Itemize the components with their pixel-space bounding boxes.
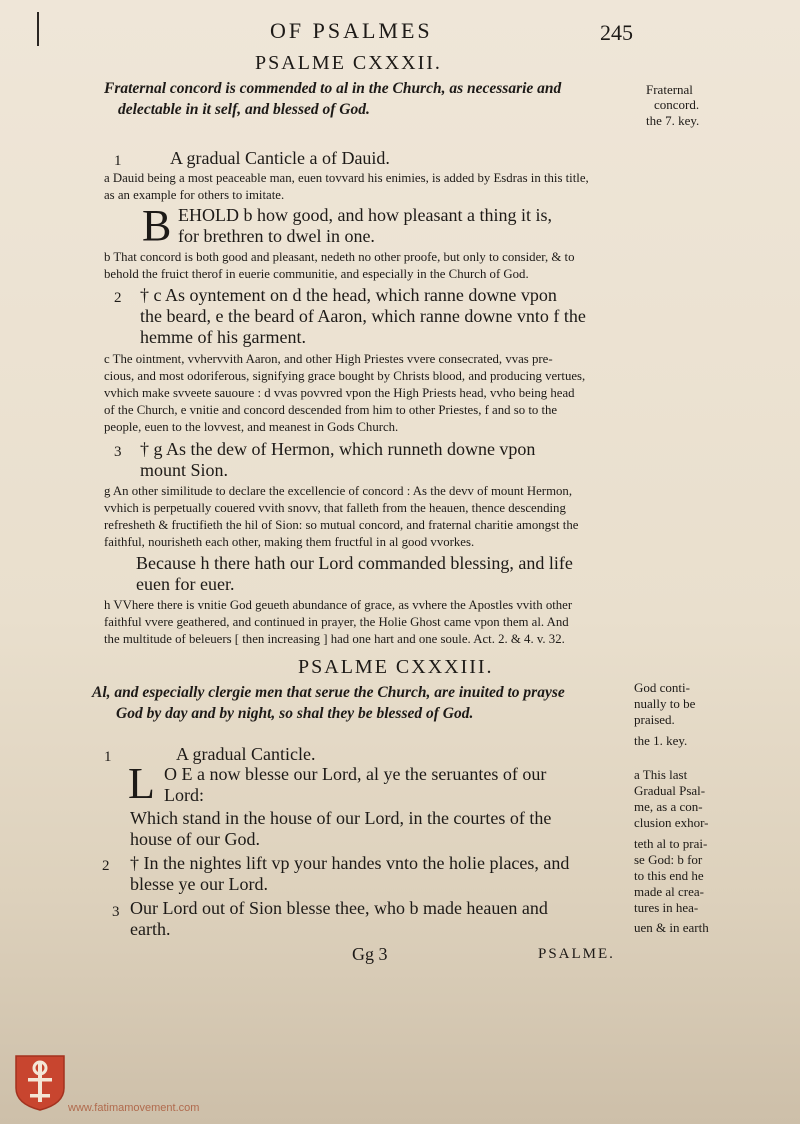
psalm-133-verse-2-line-1: † In the nightes lift vp your handes vnto the holie places, and [130,853,570,873]
margin-rule [37,12,39,46]
key-shaft [38,1062,42,1102]
psalm-133-side-note-9: tures in hea- [634,900,699,915]
key-bit-right [42,1094,50,1098]
psalm-132-margin-note-1: Fraternal [646,82,693,97]
psalm-133-side-note-5: teth al to prai- [634,836,708,851]
psalm-132-argument-line-2: delectable in it self, and blessed of God. [118,101,370,118]
verse-number: 2 [102,858,110,874]
psalm-132-verse-3b-line-1: Because h there hath our Lord commanded blessing, and life [136,553,573,573]
psalm-133-side-note-2: Gradual Psal- [634,783,706,798]
psalm-132-margin-note-3: the 7. key. [646,113,700,128]
psalm-133-side-note-10: uen & in earth [634,920,709,935]
page-number: 245 [600,20,633,45]
psalm-133-side-note-6: se God: b for [634,852,703,867]
psalm-133-verse-3-line-1: Our Lord out of Sion blesse thee, who b made heauen and [130,898,548,918]
catchword: PSALME. [538,946,615,962]
psalm-133-verse-1b-line-2: Lord: [164,785,204,805]
note-b-line-2: behold the fruict therof in euerie communitie, and especially in the Church of God. [104,267,529,281]
watermark-website: www.fatimamovement.com [68,1102,200,1114]
note-h-line-3: the multitude of beleuers [ then increasing ] had one hart and one soule. Act. 2. & 4. v. 32. [104,632,565,646]
psalm-132-verse-3-line-2: mount Sion. [140,460,229,480]
psalm-132-verse-1b-line-2: for brethren to dwel in one. [178,226,375,246]
note-a-line-2: as an example for others to imitate. [104,188,285,202]
note-c-line-1: c The ointment, vvhervvith Aaron, and other High Priestes vvere consecrated, vvas pre- [104,352,553,366]
note-g-line-2: vvhich is perpetually couered vvith snovv, that falleth from the heauen, thence descending [104,501,566,515]
psalm-133-verse-1: A gradual Canticle. [176,744,316,764]
psalm-133-verse-1b-line-1: O E a now blesse our Lord, al ye the seruantes of our [164,764,547,784]
psalm-133-margin-note-2: nually to be [634,696,696,711]
psalm-133-verse-2-line-2: blesse ye our Lord. [130,874,268,894]
verse-number: 1 [114,153,122,169]
psalm-132-argument-line-1: Fraternal concord is commended to al in the Church, as necessarie and [104,80,562,97]
note-g-line-3: refresheth & fructifieth the hil of Sion: so mutual concord, and fraternal charitie amongst the [104,518,579,532]
fatima-shield-logo-icon [14,1054,66,1112]
psalm-132-verse-2-line-3: hemme of his garment. [140,327,306,347]
psalm-133-side-note-1: a This last [634,767,688,782]
note-b-line-1: b That concord is both good and pleasant, nedeth no other proofe, but only to consider, & to [104,250,575,264]
psalm-132-verse-1: A gradual Canticle a of Dauid. [170,148,390,168]
psalm-133-title: PSALME CXXXIII. [298,656,494,678]
note-h-line-1: h VVhere there is vnitie God geueth abundance of grace, as vvhere the Apostles vvith other [104,598,573,612]
verse-number: 2 [114,290,122,306]
note-c-line-3: vvhich make svveete sauoure : d vvas povvred vpon the High Priests head, vvho being head [104,386,575,400]
running-head: OF PSALMES [270,18,433,43]
psalm-132-verse-2-line-1: † c As oyntement on d the head, which ranne downe vpon [140,285,557,305]
key-bit-left [30,1094,38,1098]
psalm-132-title: PSALME CXXXII. [255,52,442,74]
drop-cap-l: L [128,759,155,808]
note-g-line-4: faithful, nourisheth each other, making them fructful in al good vvorkes. [104,535,475,549]
psalm-133-margin-note-3: praised. [634,712,675,727]
verse-number: 1 [104,749,112,765]
note-c-line-4: of the Church, e vnitie and concord descended from him to other Priestes, f and so to the [104,403,558,417]
psalm-133-side-note-7: to this end he [634,868,704,883]
note-c-line-2: cious, and most odoriferous, signifying grace bought by Christs blood, and producing vertues, [104,369,586,383]
key-bar [28,1078,52,1082]
psalm-132-margin-note-2: concord. [654,97,700,112]
note-h-line-2: faithful vvere geathered, and continued in prayer, the Holie Ghost came vpon them al. And [104,615,569,629]
verse-number: 3 [112,904,120,920]
psalm-133-side-note-4: clusion exhor- [634,815,709,830]
psalm-133-margin-note-1: God conti- [634,680,690,695]
verse-number: 3 [114,444,122,460]
note-c-line-5: people, euen to the lovvest, and meanest in Gods Church. [104,420,399,434]
psalm-133-verse-1c-line-1: Which stand in the house of our Lord, in the courtes of the [130,808,552,828]
signature-mark: Gg 3 [352,944,388,964]
psalm-132-verse-2-line-2: the beard, e the beard of Aaron, which ranne downe vnto f the [140,306,586,326]
psalm-133-side-note-8: made al crea- [634,884,705,899]
psalm-133-argument-line-1: Al, and especially clergie men that serue the Church, are inuited to prayse [92,684,565,701]
note-g-line-1: g An other similitude to declare the excellencie of concord : As the devv of mount Hermon, [104,484,573,498]
psalm-133-argument-line-2: God by day and by night, so shal they be blessed of God. [116,705,474,722]
note-a-line-1: a Dauid being a most peaceable man, euen tovvard his enimies, is added by Esdras in this title, [104,171,589,185]
psalm-133-verse-1c-line-2: house of our God. [130,829,260,849]
psalm-132-verse-3-line-1: † g As the dew of Hermon, which runneth downe vpon [140,439,536,459]
psalm-133-side-note-3: me, as a con- [634,799,703,814]
psalm-132-verse-1b-line-1: EHOLD b how good, and how pleasant a thing it is, [178,205,552,225]
drop-cap-b: B [142,201,172,250]
psalm-132-verse-3b-line-2: euen for euer. [136,574,235,594]
psalm-133-margin-note-4: the 1. key. [634,733,688,748]
psalm-133-verse-3-line-2: earth. [130,919,171,939]
